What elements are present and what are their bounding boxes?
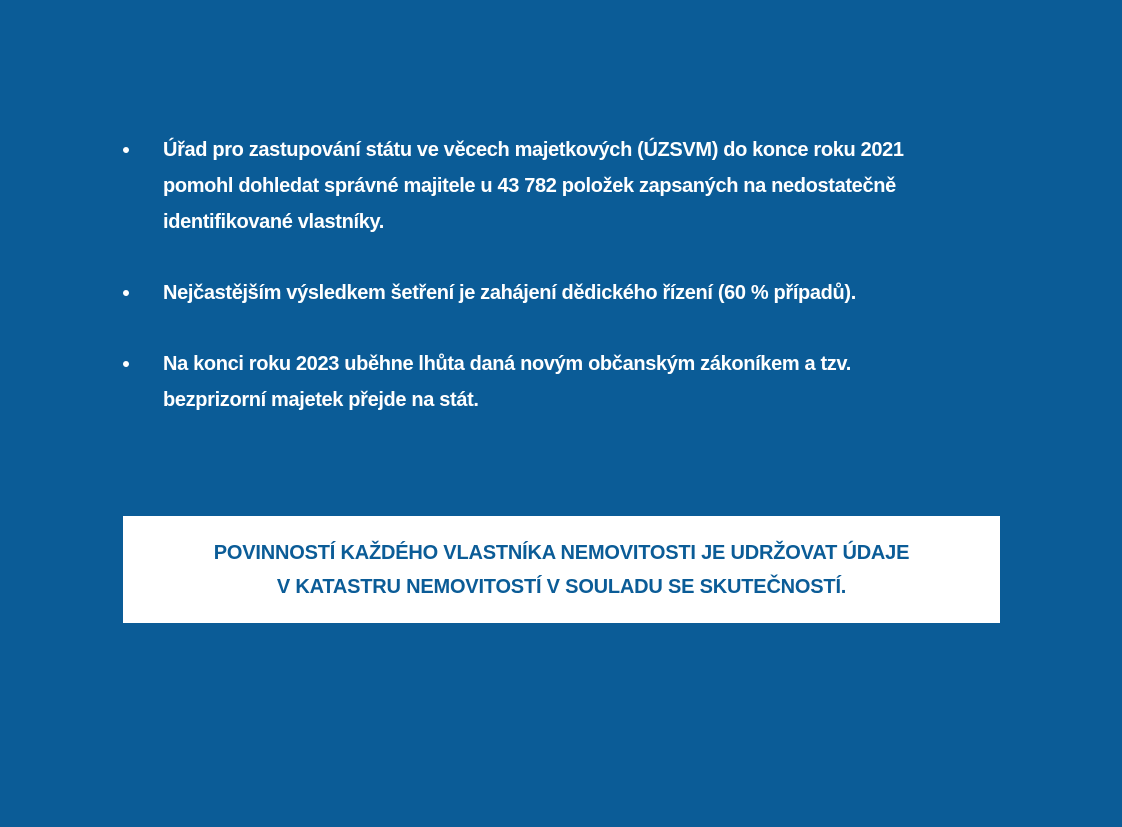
bullet-icon: [123, 147, 129, 153]
bullet-text: Na konci roku 2023 uběhne lhůta daná novým občanským zákoníkem a tzv. bezprizorní majetek přejde na stát.: [163, 353, 851, 411]
bullet-icon: [123, 290, 129, 296]
bullet-text: Úřad pro zastupování státu ve věcech majetkových (ÚZSVM) do konce roku 2021 pomohl dohledat správné majitele u 43 782 položek zapsaných na nedostatečně identifikované vlastníky.: [163, 139, 904, 233]
bullet-item: [0, 132, 1122, 240]
bullet-icon: [123, 361, 129, 367]
bullet-text: Nejčastějším výsledkem šetření je zahájení dědického řízení (60 % případů).: [163, 282, 856, 304]
callout-box: [123, 516, 1000, 623]
callout-text: POVINNOSTÍ KAŽDÉHO VLASTNÍKA NEMOVITOSTI JE UDRŽOVAT ÚDAJE V KATASTRU NEMOVITOSTÍ V SOULADU SE SKUTEČNOSTÍ.: [213, 541, 910, 598]
bullet-item: [0, 346, 1122, 418]
bullet-item: [0, 275, 1122, 311]
bullet-list: [0, 132, 1122, 418]
